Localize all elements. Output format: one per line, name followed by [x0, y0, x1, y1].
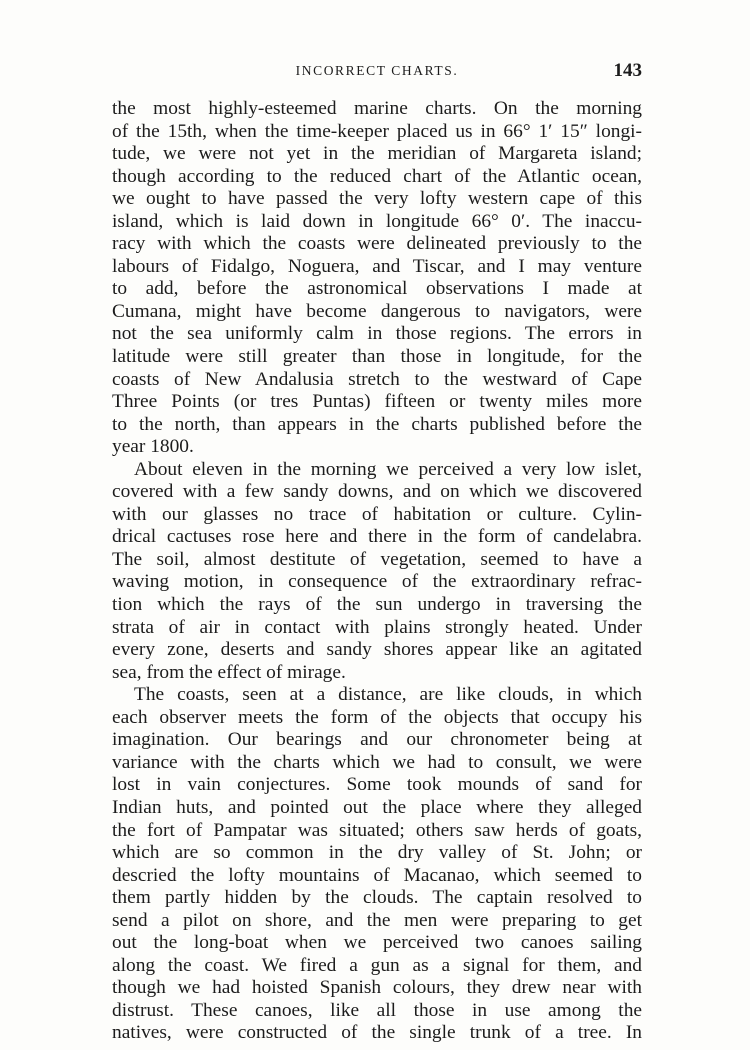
text-line: year 1800.: [112, 436, 194, 458]
text-line: not the sea uniformly calm in those regions. The errors in: [112, 323, 642, 345]
text-line: we ought to have passed the very lofty western cape of this: [112, 188, 642, 210]
paragraph-first-line: About eleven in the morning we perceived a very low islet,: [134, 458, 642, 480]
text-line: drical cactuses rose here and there in the form of candelabra.: [112, 526, 642, 548]
text-line: covered with a few sandy downs, and on which we discovered: [112, 481, 642, 503]
text-line: latitude were still greater than those in longitude, for the: [112, 346, 642, 368]
text-line: the fort of Pampatar was situated; others saw herds of goats,: [112, 819, 642, 841]
text-line: variance with the charts which we had to consult, we were: [112, 751, 642, 773]
text-line: distrust. These canoes, like all those in use among the: [112, 999, 642, 1021]
text-line: tude, we were not yet in the meridian of Margareta island;: [112, 143, 642, 165]
text-line: coasts of New Andalusia stretch to the westward of Cape: [112, 368, 642, 390]
text-line: descried the lofty mountains of Macanao, which seemed to: [112, 864, 642, 886]
text-line: to the north, than appears in the charts published before the: [112, 413, 642, 435]
text-line: with our glasses no trace of habitation or culture. Cylin-: [112, 503, 642, 525]
running-title: INCORRECT CHARTS.: [295, 63, 459, 78]
text-line: Three Points (or tres Puntas) fifteen or twenty miles more: [112, 391, 642, 413]
text-line: each observer meets the form of the objects that occupy his: [112, 706, 642, 728]
text-line: though we had hoisted Spanish colours, they drew near with: [112, 977, 642, 999]
text-line: every zone, deserts and sandy shores appear like an agitated: [112, 639, 642, 661]
text-line: Cumana, might have become dangerous to navigators, were: [112, 300, 642, 322]
text-line: to add, before the astronomical observations I made at: [112, 278, 642, 300]
text-line: natives, were constructed of the single trunk of a tree. In: [112, 1022, 642, 1044]
text-line: Indian huts, and pointed out the place where they alleged: [112, 796, 642, 818]
text-line: strata of air in contact with plains strongly heated. Under: [112, 616, 642, 638]
text-line: the most highly-esteemed marine charts. On the morning: [112, 98, 642, 119]
text-line: imagination. Our bearings and our chronometer being at: [112, 729, 642, 751]
text-line: lost in vain conjectures. Some took mounds of sand for: [112, 774, 642, 796]
body-text: [112, 98, 642, 1045]
text-line: The soil, almost destitute of vegetation, seemed to have a: [112, 548, 642, 570]
page-number: 143: [613, 60, 642, 81]
text-line: labours of Fidalgo, Noguera, and Tiscar, and I may venture: [112, 255, 642, 277]
text-line: sea, from the effect of mirage.: [112, 661, 346, 683]
text-line: out the long-boat when we perceived two canoes sailing: [112, 932, 642, 954]
text-line: racy with which the coasts were delineated previously to the: [112, 233, 642, 255]
text-line: which are so common in the dry valley of St. John; or: [112, 842, 642, 864]
text-line: waving motion, in consequence of the extraordinary refrac-: [112, 571, 642, 593]
text-line: island, which is laid down in longitude 66° 0′. The inaccu-: [112, 210, 642, 232]
text-line: them partly hidden by the clouds. The captain resolved to: [112, 887, 642, 909]
text-line: of the 15th, when the time-keeper placed us in 66° 1′ 15″ longi-: [112, 120, 642, 142]
text-line: send a pilot on shore, and the men were preparing to get: [112, 909, 642, 931]
text-line: along the coast. We fired a gun as a signal for them, and: [112, 954, 642, 976]
paragraph-first-line: The coasts, seen at a distance, are like clouds, in which: [134, 684, 642, 706]
text-line: though according to the reduced chart of the Atlantic ocean,: [112, 165, 642, 187]
running-head: [112, 60, 642, 84]
text-line: tion which the rays of the sun undergo in traversing the: [112, 594, 642, 616]
